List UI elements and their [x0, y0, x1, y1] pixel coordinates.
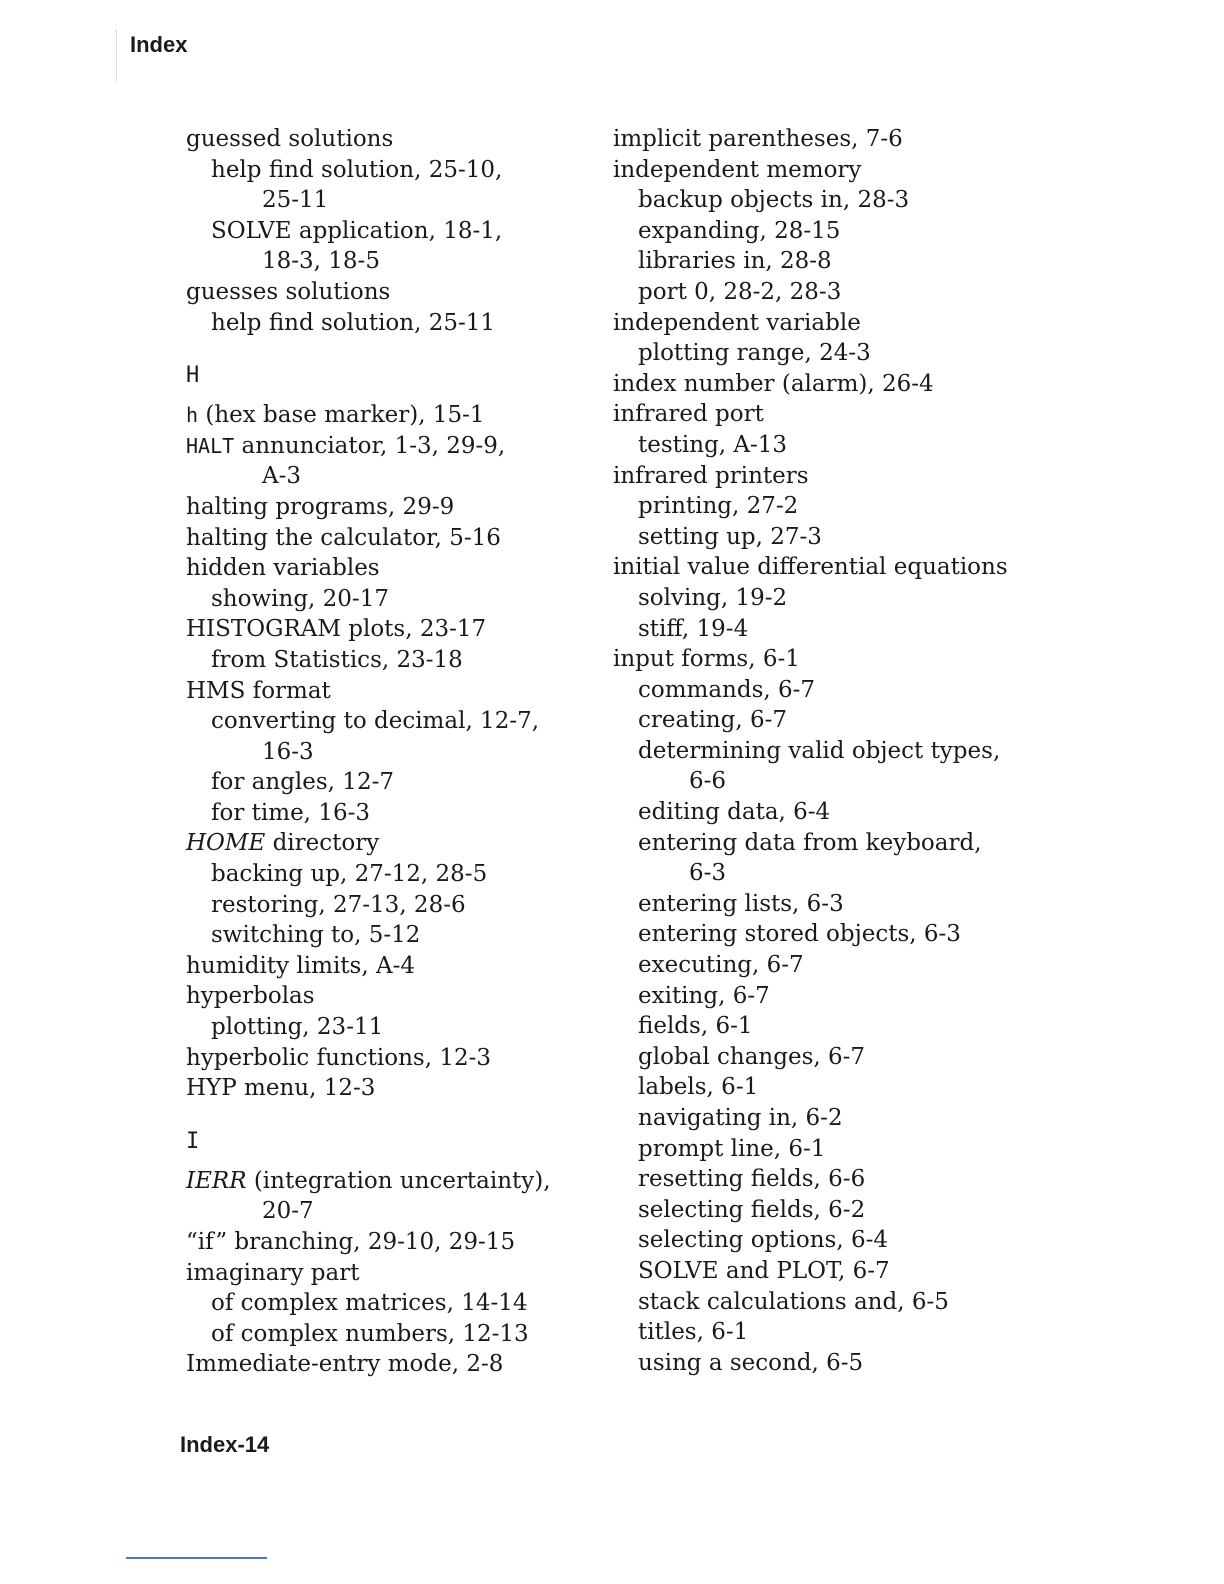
index-subentry: backup objects in, 28-3: [638, 187, 910, 214]
index-subentry: resetting fields, 6-6: [638, 1166, 866, 1193]
bottom-rule: [126, 1557, 267, 1559]
index-entry: independent variable: [613, 309, 861, 336]
index-subentry: testing, A-13: [638, 431, 788, 458]
index-subentry: SOLVE application, 18-1,: [211, 217, 503, 244]
index-entry-text: (integration uncertainty),: [246, 1167, 551, 1194]
index-continuation: 18-3, 18-5: [262, 248, 380, 275]
index-subentry: of complex matrices, 14-14: [211, 1290, 528, 1317]
section-letter-h: H: [186, 363, 200, 389]
index-subentry: exiting, 6-7: [638, 982, 770, 1009]
index-entry-text: (hex base marker), 15-1: [198, 402, 485, 429]
index-entry: implicit parentheses, 7-6: [613, 126, 903, 152]
index-subentry: commands, 6-7: [638, 676, 816, 703]
margin-mark: [116, 30, 117, 82]
index-entry: independent memory: [613, 156, 862, 183]
index-subentry: executing, 6-7: [638, 952, 804, 979]
index-entry: [186, 431, 586, 462]
index-continuation: A-3: [262, 463, 302, 490]
index-entry: halting the calculator, 5-16: [186, 524, 501, 551]
index-entry: input forms, 6-1: [613, 646, 800, 673]
ierr-variable-name: IERR: [186, 1167, 247, 1194]
index-entry: guessed solutions: [186, 126, 394, 152]
index-continuation: 6-6: [689, 768, 727, 795]
index-subentry: backing up, 27-12, 28-5: [211, 861, 488, 888]
index-entry: infrared port: [613, 401, 764, 428]
running-head: Index: [130, 32, 188, 57]
index-continuation: 16-3: [262, 738, 314, 765]
index-subentry: prompt line, 6-1: [638, 1135, 826, 1162]
index-entry-text: annunciator, 1-3, 29-9,: [234, 432, 506, 459]
index-entry: hyperbolas: [186, 983, 315, 1010]
page-number: Index-14: [180, 1432, 270, 1457]
index-subentry: help find solution, 25-11: [211, 309, 496, 336]
index-entry: [186, 828, 586, 859]
index-subentry: stiff, 19-4: [638, 615, 749, 642]
index-subentry: entering data from keyboard,: [638, 829, 982, 856]
index-entry: hyperbolic functions, 12-3: [186, 1044, 491, 1071]
index-entry: imaginary part: [186, 1259, 360, 1286]
index-subentry: determining valid object types,: [638, 737, 1001, 764]
index-entry: hidden variables: [186, 555, 380, 582]
index-entry: HYP menu, 12-3: [186, 1075, 376, 1102]
index-entry: index number (alarm), 26-4: [613, 370, 934, 397]
index-subentry: setting up, 27-3: [638, 523, 822, 550]
index-subentry: global changes, 6-7: [638, 1043, 866, 1070]
index-column-left: [186, 124, 586, 1380]
index-subentry: entering lists, 6-3: [638, 890, 844, 917]
index-subentry: plotting range, 24-3: [638, 340, 871, 367]
section-letter-i: I: [186, 1128, 200, 1154]
index-subentry: switching to, 5-12: [211, 922, 421, 949]
index-subentry: printing, 27-2: [638, 493, 799, 520]
index-subentry: expanding, 28-15: [638, 217, 841, 244]
index-subentry: from Statistics, 23-18: [211, 646, 463, 673]
index-subentry: editing data, 6-4: [638, 799, 831, 826]
index-subentry: for time, 16-3: [211, 799, 370, 826]
index-subentry: of complex numbers, 12-13: [211, 1320, 529, 1347]
index-subentry: SOLVE and PLOT, 6-7: [638, 1257, 890, 1284]
index-subentry: for angles, 12-7: [211, 769, 394, 796]
index-entry: HISTOGRAM plots, 23-17: [186, 616, 487, 643]
index-entry: Immediate-entry mode, 2-8: [186, 1351, 504, 1378]
index-subentry: using a second, 6-5: [638, 1349, 864, 1376]
index-subentry: titles, 6-1: [638, 1319, 749, 1346]
index-subentry: showing, 20-17: [211, 585, 389, 612]
index-entry: initial value differential equations: [613, 554, 1008, 581]
index-subentry: selecting fields, 6-2: [638, 1196, 866, 1223]
index-subentry: entering stored objects, 6-3: [638, 921, 961, 948]
index-subentry: selecting options, 6-4: [638, 1227, 889, 1254]
index-subentry: stack calculations and, 6-5: [638, 1288, 949, 1315]
index-subentry: fields, 6-1: [638, 1013, 753, 1040]
index-subentry: libraries in, 28-8: [638, 248, 832, 275]
index-continuation: 25-11: [262, 187, 329, 214]
index-subentry: restoring, 27-13, 28-6: [211, 891, 466, 918]
hex-marker-glyph: h: [186, 403, 199, 428]
index-continuation: 6-3: [689, 860, 727, 887]
index-entry: [186, 1166, 586, 1197]
index-subentry: port 0, 28-2, 28-3: [638, 278, 842, 305]
index-entry-text: directory: [265, 830, 380, 857]
index-subentry: plotting, 23-11: [211, 1014, 384, 1041]
home-directory-name: HOME: [186, 830, 266, 857]
index-subentry: creating, 6-7: [638, 707, 787, 734]
index-entry: [186, 400, 586, 431]
index-entry: “if” branching, 29-10, 29-15: [186, 1229, 516, 1255]
index-entry: HMS format: [186, 677, 331, 704]
index-continuation: 20-7: [262, 1198, 314, 1225]
index-entry: halting programs, 29-9: [186, 493, 455, 520]
index-subentry: solving, 19-2: [638, 584, 788, 611]
index-subentry: navigating in, 6-2: [638, 1105, 843, 1131]
index-column-right: [613, 124, 1013, 1378]
index-subentry: converting to decimal, 12-7,: [211, 708, 540, 735]
index-subentry: labels, 6-1: [638, 1074, 759, 1101]
halt-annunciator-glyph: HALT: [186, 433, 235, 458]
index-subentry: help find solution, 25-10,: [211, 156, 503, 183]
index-entry: guesses solutions: [186, 278, 391, 305]
index-entry: infrared printers: [613, 462, 809, 489]
index-entry: humidity limits, A-4: [186, 952, 415, 979]
